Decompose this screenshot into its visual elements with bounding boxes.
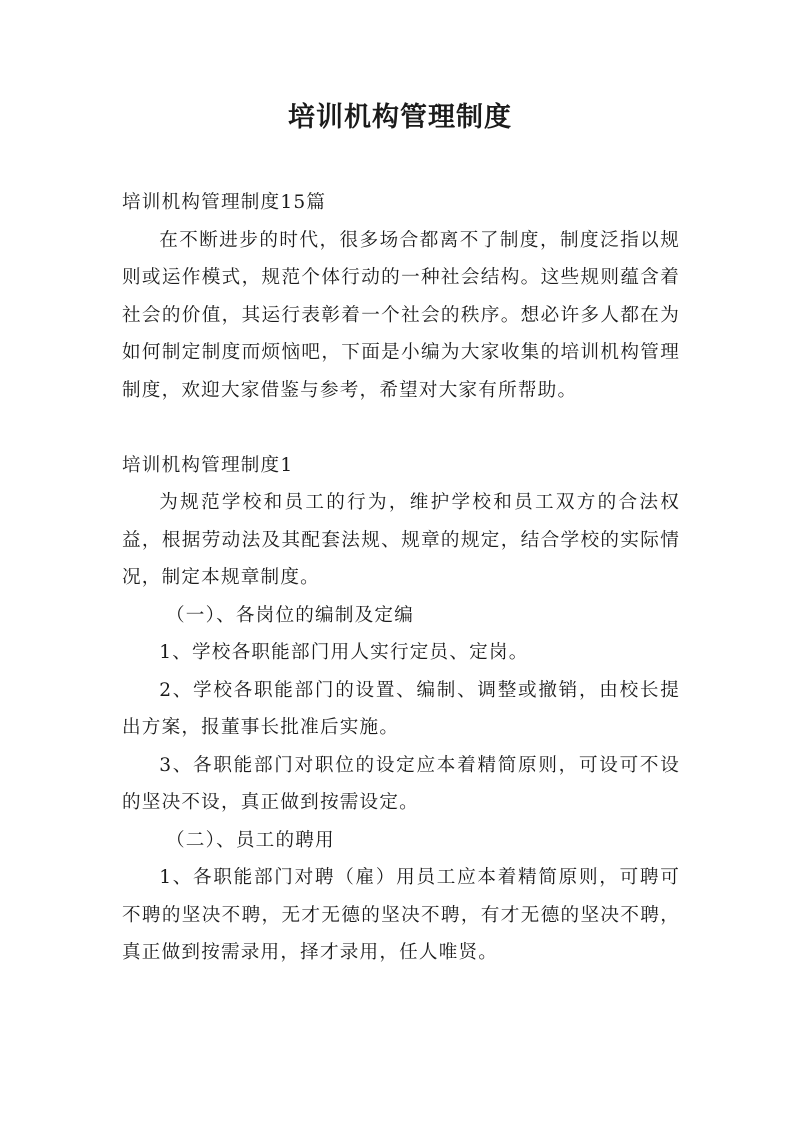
part1-item: 2、学校各职能部门的设置、编制、调整或撤销，由校长提出方案，报董事长批准后实施。 [122,679,680,738]
part1-item: 3、各职能部门对职位的设定应本着精简原则，可设可不设的坚决不设，真正做到按需设定。 [122,754,680,813]
document-title: 培训机构管理制度 [288,102,512,133]
paragraph-spacer [122,409,680,447]
document-body [122,184,680,972]
part1-heading: （一）、各岗位的编制及定编 [166,604,415,626]
intro-paragraph: 在不断进步的时代，很多场合都离不了制度，制度泛指以规则或运作模式，规范个体行动的一种社会结构。这些规则蕴含着社会的价值，其运行表彰着一个社会的秩序。想必许多人都在为如何制定制度而烦恼吧，下面是小编为大家收集的培训机构管理制度，欢迎大家借鉴与参考，希望对大家有所帮助。 [122,229,680,401]
section-heading: 培训机构管理制度1 [122,454,294,476]
part2-heading: （二）、员工的聘用 [166,829,335,851]
section-preface: 为规范学校和员工的行为，维护学校和员工双方的合法权益，根据劳动法及其配套法规、规章的规定，结合学校的实际情况，制定本规章制度。 [122,492,680,588]
series-heading: 培训机构管理制度15篇 [122,192,327,213]
part1-item: 1、学校各职能部门用人实行定员、定岗。 [159,642,529,663]
part2-item: 1、各职能部门对聘（雇）用员工应本着精简原则，可聘可不聘的坚决不聘，无才无德的坚决不聘，有才无德的坚决不聘，真正做到按需录用，择才录用，任人唯贤。 [122,867,680,963]
